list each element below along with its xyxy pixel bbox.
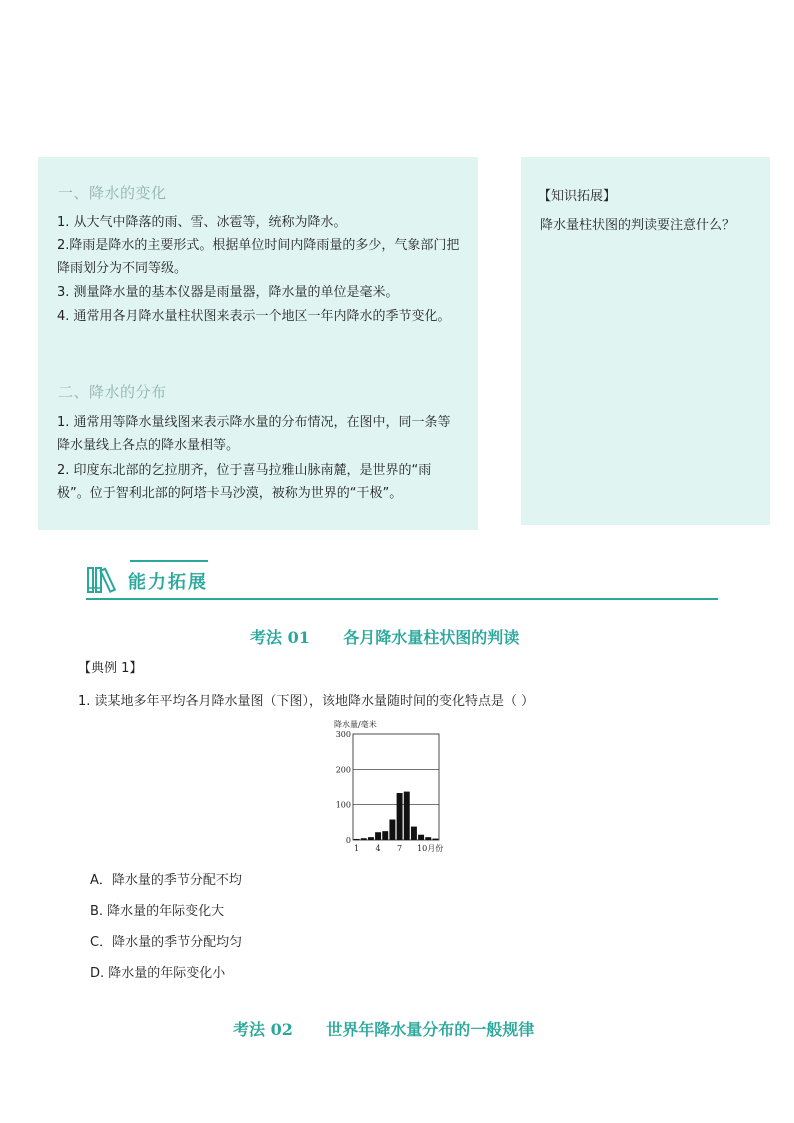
monthly-precipitation-chart [330,716,460,862]
chart-bar [404,792,410,840]
option-d[interactable]: D. 降水量的年际变化小 [90,966,226,981]
option-a[interactable]: A．降水量的季节分配不均 [90,873,242,888]
chart-bar [397,793,403,840]
extension-panel [521,157,770,525]
chart-frame [353,734,439,840]
example-label: 【典例 1】 [78,661,143,676]
section-title-precipitation-distribution: 二、降水的分布 [58,383,167,401]
method-1-title: 考法 01 各月降水量柱状图的判读 [250,628,520,647]
chart-bar [389,820,395,840]
extension-question: 降水量柱状图的判读要注意什么？ [540,218,736,233]
chart-x-tick-label: 7 [397,844,403,853]
chart-y-tick-label: 100 [335,800,351,810]
question-text: 1. 读某地多年平均各月降水量图（下图），该地降水量随时间的变化特点是（ ） [78,694,535,709]
chart-bar [368,837,374,840]
section1-paragraph: 3. 测量降水量的基本仪器是雨量器，降水量的单位是毫米。 [57,285,399,300]
chart-bar [425,837,431,840]
header-bottom-rule [86,598,718,600]
chart-bar [354,839,360,840]
ability-title: 能力拓展 [128,572,208,593]
option-c[interactable]: C．降水量的季节分配均匀 [90,935,243,950]
ability-section-header [86,560,718,602]
chart-bar [382,831,388,840]
section2-paragraph: 1. 通常用等降水量线图来表示降水量的分布情况，在图中，同一条等降水量线上各点的降水量相等。 [57,415,451,453]
chart-y-tick-label: 200 [335,765,351,775]
knowledge-panel [38,157,478,530]
section1-paragraph: 4. 通常用各月降水量柱状图来表示一个地区一年内降水的季节变化。 [57,309,451,324]
books-icon [86,566,122,594]
section2-paragraph: 2. 印度东北部的乞拉朋齐，位于喜马拉雅山脉南麓，是世界的“雨极”。位于智利北部的阿塔卡马沙漠，被称为世界的“干极”。 [57,463,432,501]
chart-bar [375,832,381,840]
option-b[interactable]: B. 降水量的年际变化大 [90,904,225,919]
chart-x-tick-label: 1 [354,844,360,853]
section1-paragraph: 1. 从大气中降落的雨、雪、冰雹等，统称为降水。 [57,215,347,230]
header-top-rule [130,560,208,562]
chart-bar [411,827,417,840]
chart-y-tick-label: 0 [345,836,351,845]
method-2-title: 考法 02 世界年降水量分布的一般规律 [233,1020,535,1039]
chart-bar [432,839,438,840]
chart-bar [361,838,367,840]
chart-x-tick-label: 4 [375,844,381,853]
extension-heading: 【知识拓展】 [538,189,617,204]
section1-paragraph: 2.降雨是降水的主要形式。根据单位时间内降雨量的多少，气象部门把降雨划分为不同等级。 [57,238,460,276]
chart-y-tick-label: 300 [335,730,351,739]
chart-x-tick-label: 10月份 [417,844,444,853]
chart-bar [418,835,424,840]
section-title-precipitation-change: 一、降水的变化 [58,184,167,202]
chart-y-label: 降水量/毫米 [334,720,377,729]
